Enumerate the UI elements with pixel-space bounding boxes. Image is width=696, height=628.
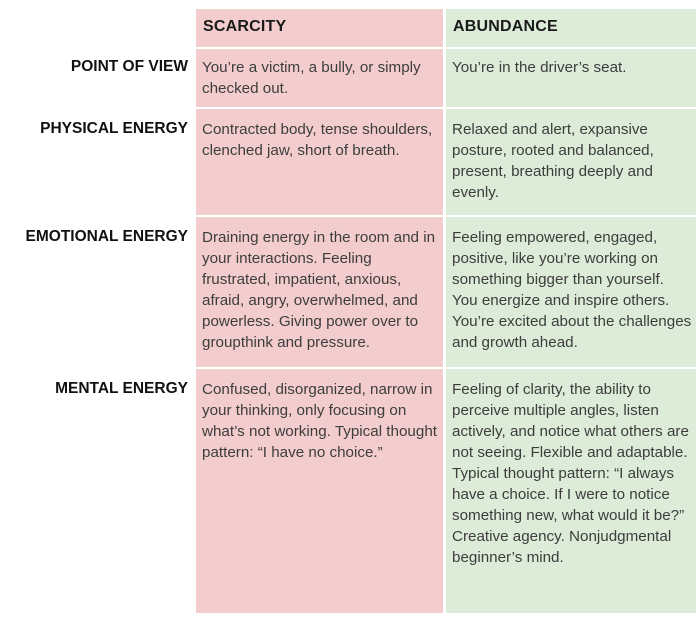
scarcity-mental-energy: Confused, disorganized, narrow in your thinking, only focusing on what’s not working. Typical thought pattern: “I have no choice.” [202,381,437,461]
row-label-point-of-view: POINT OF VIEW [70,58,188,75]
row-divider [196,215,696,217]
row-label-mental-energy: MENTAL ENERGY [55,380,188,397]
row-label-physical-energy: PHYSICAL ENERGY [40,120,188,137]
row-label-emotional-energy: EMOTIONAL ENERGY [25,228,188,245]
scarcity-physical-energy: Contracted body, tense shoulders, clenched jaw, short of breath. [202,121,433,159]
abundance-emotional-energy: Feeling empowered, engaged, positive, like you’re working on something bigger than yourself. You energize and inspire others. You’re excited about the challenges and growth ahead. [452,229,692,351]
row-divider [196,367,696,369]
row-divider [196,107,696,109]
scarcity-point-of-view: You’re a victim, a bully, or simply checked out. [202,59,421,97]
abundance-point-of-view: You’re in the driver’s seat. [452,59,627,76]
scarcity-column-header: SCARCITY [203,18,287,35]
abundance-mental-energy: Feeling of clarity, the ability to perceive multiple angles, listen actively, and notice what others are not seeing. Flexible and adaptable. Typical thought pattern: “I always have a choice. If I were to notice something new, what would it be?” Creative agency. Nonjudgmental beginner’s mind. [452,381,689,566]
scarcity-emotional-energy: Draining energy in the room and in your interactions. Feeling frustrated, impatient, anxious, afraid, angry, overwhelmed, and powerless. Giving power over to groupthink and pressure. [202,229,436,351]
abundance-physical-energy: Relaxed and alert, expansive posture, rooted and balanced, present, breathing deeply and evenly. [452,121,654,201]
row-divider [196,47,696,49]
abundance-column-header: ABUNDANCE [453,18,558,35]
